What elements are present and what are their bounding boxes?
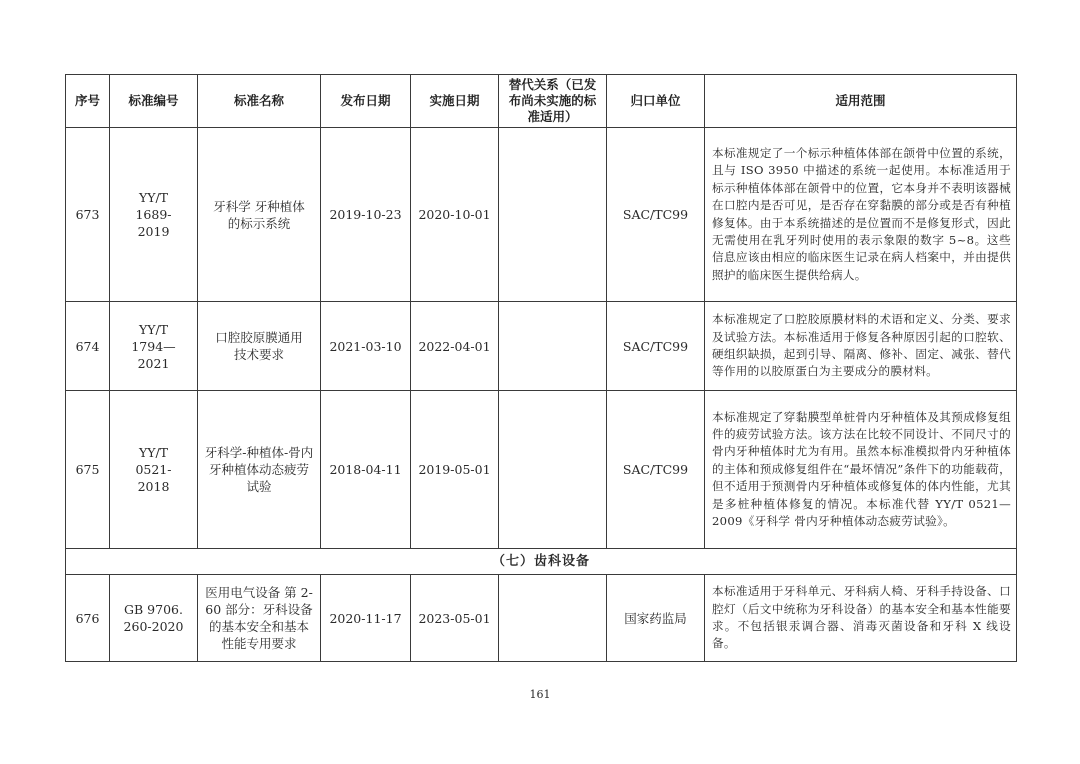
header-replace: 替代关系（已发布尚未实施的标准适用） <box>499 75 607 128</box>
header-publish-date: 发布日期 <box>321 75 411 128</box>
cell-implement-date: 2022-04-01 <box>411 302 499 391</box>
section-row <box>66 549 1017 575</box>
cell-implement-date: 2019-05-01 <box>411 391 499 549</box>
cell-unit: SAC/TC99 <box>607 302 705 391</box>
standards-table <box>65 74 1017 662</box>
cell-code: GB 9706.260-2020 <box>110 575 198 662</box>
cell-unit: SAC/TC99 <box>607 128 705 302</box>
cell-name: 牙科学 牙种植体的标示系统 <box>198 128 321 302</box>
header-no: 序号 <box>66 75 110 128</box>
cell-unit: 国家药监局 <box>607 575 705 662</box>
cell-implement-date: 2020-10-01 <box>411 128 499 302</box>
cell-publish-date: 2019-10-23 <box>321 128 411 302</box>
table-row <box>66 391 1017 549</box>
header-name: 标准名称 <box>198 75 321 128</box>
cell-no: 673 <box>66 128 110 302</box>
header-scope: 适用范围 <box>705 75 1017 128</box>
cell-implement-date: 2023-05-01 <box>411 575 499 662</box>
cell-name: 医用电气设备 第 2-60 部分：牙科设备的基本安全和基本性能专用要求 <box>198 575 321 662</box>
cell-no: 675 <box>66 391 110 549</box>
header-implement-date: 实施日期 <box>411 75 499 128</box>
cell-code: YY/T 1689-2019 <box>110 128 198 302</box>
cell-scope: 本标准规定了口腔胶原膜材料的术语和定义、分类、要求及试验方法。本标准适用于修复各种原因引起的口腔软、硬组织缺损，起到引导、隔离、修补、固定、减张、替代等作用的以胶原蛋白为主要成分的膜材料。 <box>705 302 1017 391</box>
cell-replace <box>499 575 607 662</box>
cell-unit: SAC/TC99 <box>607 391 705 549</box>
cell-scope: 本标准适用于牙科单元、牙科病人椅、牙科手持设备、口腔灯（后文中统称为牙科设备）的基本安全和基本性能要求。不包括银汞调合器、消毒灭菌设备和牙科 X 线设备。 <box>705 575 1017 662</box>
header-row <box>66 75 1017 128</box>
header-unit: 归口单位 <box>607 75 705 128</box>
cell-code: YY/T 0521-2018 <box>110 391 198 549</box>
cell-no: 674 <box>66 302 110 391</box>
cell-publish-date: 2020-11-17 <box>321 575 411 662</box>
cell-replace <box>499 128 607 302</box>
section-heading: （七）齿科设备 <box>66 549 1017 575</box>
cell-publish-date: 2021-03-10 <box>321 302 411 391</box>
cell-replace <box>499 391 607 549</box>
cell-name: 牙科学-种植体-骨内牙种植体动态疲劳试验 <box>198 391 321 549</box>
cell-publish-date: 2018-04-11 <box>321 391 411 549</box>
cell-no: 676 <box>66 575 110 662</box>
cell-scope: 本标准规定了穿黏膜型单桩骨内牙种植体及其预成修复组件的疲劳试验方法。该方法在比较不同设计、不同尺寸的骨内牙种植体时尤为有用。虽然本标准模拟骨内牙种植体的主体和预成修复组件在“最坏情况”条件下的功能载荷，但不适用于预测骨内牙种植体或修复体的体内性能，尤其是多桩种植体修复的情况。本标准代替 YY/T 0521—2009《牙科学 骨内牙种植体动态疲劳试验》。 <box>705 391 1017 549</box>
cell-scope: 本标准规定了一个标示种植体体部在颌骨中位置的系统，且与 ISO 3950 中描述的系统一起使用。本标准适用于标示种植体体部在颌骨中的位置，它本身并不表明该器械在口腔内是否可见，是否存在穿黏膜的部分或是否有种植修复体。由于本系统描述的是位置而不是修复形式，因此无需使用在乳牙列时使用的表示象限的数字 5~8。这些信息应该由相应的临床医生记录在病人档案中，并由提供照护的临床医生提供给病人。 <box>705 128 1017 302</box>
table-row <box>66 128 1017 302</box>
cell-code: YY/T 1794—2021 <box>110 302 198 391</box>
table-row <box>66 575 1017 662</box>
cell-name: 口腔胶原膜通用技术要求 <box>198 302 321 391</box>
cell-replace <box>499 302 607 391</box>
page-number: 161 <box>529 688 551 701</box>
header-code: 标准编号 <box>110 75 198 128</box>
table-row <box>66 302 1017 391</box>
